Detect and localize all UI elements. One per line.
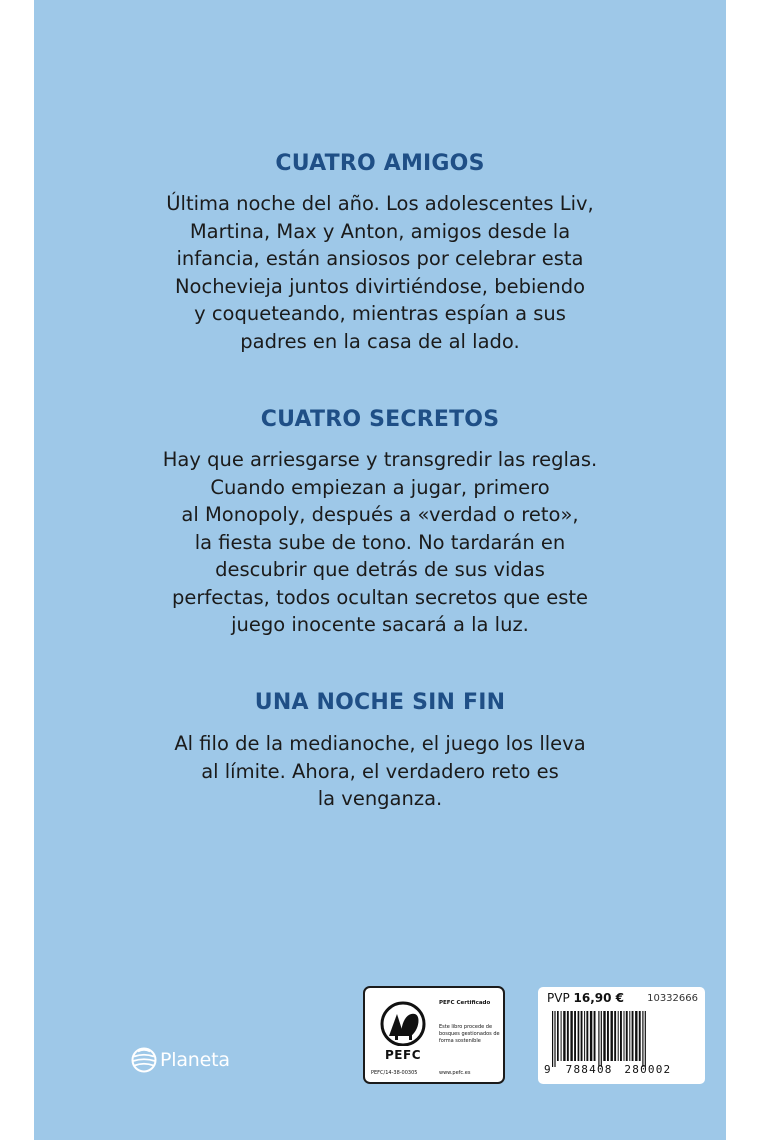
barcode-bar	[614, 1011, 616, 1061]
ean-first: 9	[544, 1063, 552, 1076]
barcode-bar	[629, 1011, 630, 1061]
barcode-bar	[645, 1011, 646, 1067]
globe-icon	[131, 1047, 157, 1073]
pefc-label	[363, 986, 505, 1084]
pefc-description: Este libro procede de bosques gestionados de forma sostenible	[439, 1024, 500, 1044]
barcode-bar	[611, 1011, 613, 1061]
barcode-bars	[550, 1011, 694, 1067]
body-line: Hay que arriesgarse y transgredir las reglas.	[162, 448, 598, 471]
barcode-bar	[561, 1011, 562, 1061]
barcode-bar	[624, 1011, 625, 1061]
section-title-cuatro-secretos: CUATRO SECRETOS	[260, 407, 500, 432]
barcode-bar	[607, 1011, 609, 1061]
body-line: la fiesta sube de tono. No tardarán en	[194, 530, 566, 554]
barcode-bar	[586, 1011, 588, 1061]
barcode-bar	[552, 1011, 553, 1067]
pefc-code: PEFC/14-38-00305	[371, 1070, 418, 1076]
section-body-cuatro-amigos	[34, 190, 726, 355]
body-line: Última noche del año. Los adolescentes Liv,	[166, 192, 594, 215]
barcode-bar	[632, 1011, 634, 1061]
body-line: perfectas, todos ocultan secretos que este	[171, 585, 589, 609]
barcode-bar	[578, 1011, 580, 1061]
barcode-bar	[603, 1011, 605, 1061]
pefc-tree-icon	[373, 1000, 433, 1050]
barcode-bar	[590, 1011, 592, 1061]
barcode-bar	[639, 1011, 641, 1061]
publisher-logo	[131, 1046, 230, 1074]
barcode-bar	[601, 1011, 602, 1067]
body-line: al límite. Ahora, el verdadero reto es	[201, 759, 559, 783]
barcode-bar	[574, 1011, 576, 1061]
back-cover	[34, 0, 726, 1140]
pefc-website: www.pefc.es	[439, 1070, 471, 1076]
body-line: la venganza.	[317, 787, 443, 810]
barcode-bar	[635, 1011, 637, 1061]
barcode-bar	[618, 1011, 619, 1061]
body-line: Cuando empiezan a jugar, primero	[210, 475, 550, 499]
pvp-label: PVP	[547, 991, 570, 1005]
barcode-bar	[581, 1011, 583, 1061]
price-row	[547, 991, 624, 1005]
price: 16,90 €	[573, 991, 624, 1005]
pefc-name: PEFC	[385, 1048, 421, 1062]
body-line: juego inocente sacará a la luz.	[231, 613, 529, 636]
body-line: Al filo de la medianoche, el juego los lleva	[174, 732, 586, 755]
pefc-certified: PEFC Certificado	[439, 1000, 491, 1006]
barcode-bar	[554, 1011, 555, 1067]
barcode-bar	[620, 1011, 622, 1061]
barcode-bar	[567, 1011, 569, 1061]
barcode-bar	[584, 1011, 585, 1061]
section-title-cuatro-amigos: CUATRO AMIGOS	[275, 151, 485, 176]
barcode-bar	[626, 1011, 628, 1061]
barcode-bar	[557, 1011, 559, 1061]
barcode-bar	[563, 1011, 565, 1061]
section-title-una-noche-sin-fin: UNA NOCHE SIN FIN	[254, 690, 506, 715]
body-line: Nochevieja juntos divirtiéndose, bebiendo	[174, 274, 586, 298]
body-line: Martina, Max y Anton, amigos desde la	[189, 219, 571, 243]
barcode-bar	[642, 1011, 643, 1067]
body-line: descubrir que detrás de sus vidas	[215, 558, 545, 581]
barcode-bar	[598, 1011, 599, 1067]
body-line: al Monopoly, después a «verdad o reto»,	[181, 503, 579, 526]
barcode-bar	[570, 1011, 572, 1061]
barcode-bar	[594, 1011, 596, 1061]
barcode-label	[538, 987, 705, 1084]
section-body-una-noche-sin-fin	[34, 730, 726, 813]
publisher-name: Planeta	[160, 1049, 230, 1071]
ean-left: 788408	[565, 1063, 613, 1076]
section-body-cuatro-secretos	[34, 446, 726, 639]
body-line: padres en la casa de al lado.	[240, 329, 520, 353]
ean-digits	[544, 1063, 671, 1076]
reference-number: 10332666	[647, 993, 698, 1004]
body-line: y coqueteando, mientras espían a sus	[194, 302, 566, 325]
ean-right: 280002	[624, 1063, 672, 1076]
body-line: infancia, están ansiosos por celebrar esta	[176, 247, 584, 270]
